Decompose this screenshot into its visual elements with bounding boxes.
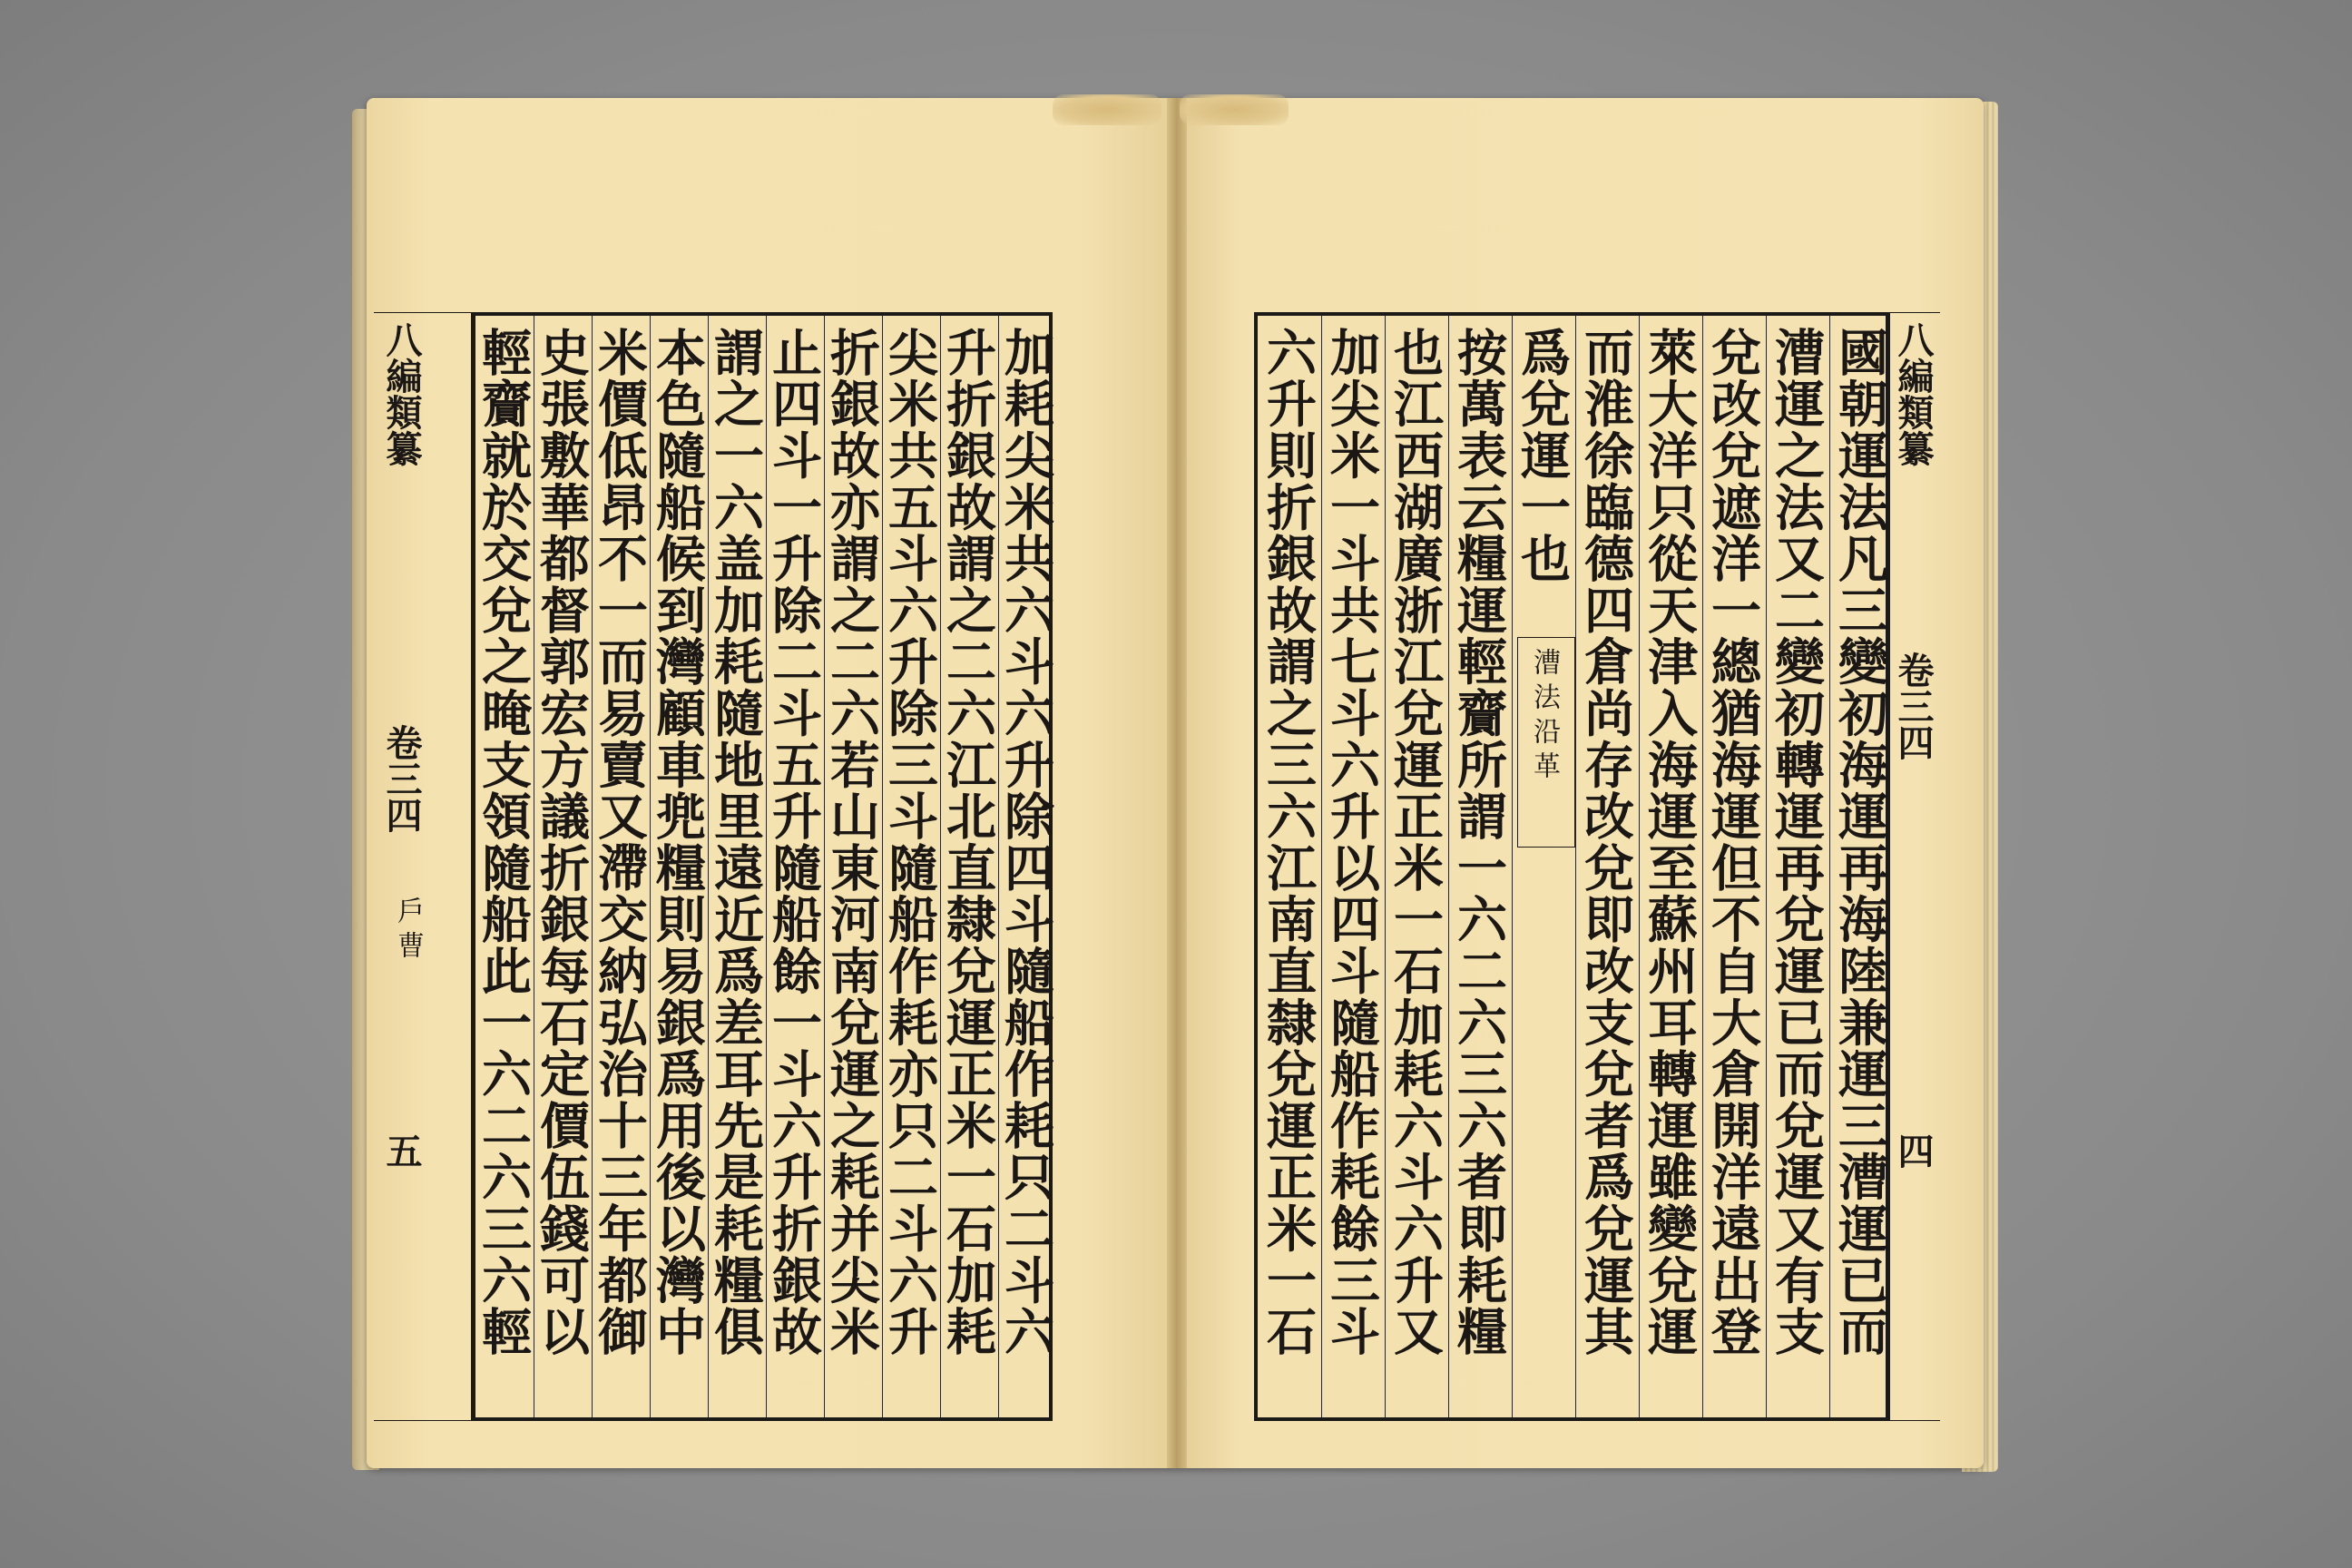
text-column: 謂之一六盖加耗隨地里遠近爲差耳先是耗糧俱 [706,327,765,1357]
text-column: 加耗尖米共六斗六升除四斗隨船作耗只二斗六 [996,327,1055,1357]
text-column: 史張敷華都督郭宏方議折銀每石定價伍錢可以 [532,327,591,1357]
top-stain-right [1180,94,1289,125]
book-gutter [1167,98,1187,1468]
right-margin-strip [1889,312,1940,1421]
text-column: 而淮徐臨德四倉尚存改兌即改支兌者爲兌運其 [1576,327,1635,1357]
left-text-frame [472,312,1053,1421]
inline-note: 漕法沿革 [1528,648,1560,786]
text-column: 按萬表云糧運輕齎所謂一六二六三六者即耗糧 [1449,327,1508,1357]
text-column: 尖米共五斗六升除三斗隨船作耗亦只二斗六升 [880,327,939,1357]
text-column: 漕運之法又二變初轉運再兌運已而兌運又有支 [1767,327,1826,1357]
text-column: 米價低昂不一而易賣又滯交納弘治十三年都御 [590,327,649,1357]
right-text-frame [1254,312,1889,1421]
folio-number: 四 [1892,1132,1935,1169]
text-column: 兌改兌遮洋一總猶海運但不自大倉開洋遠出登 [1703,327,1762,1357]
text-column: 折銀故亦謂之二六若山東河南兌運之耗并尖米 [822,327,881,1357]
text-column: 止四斗一升除二斗五升隨船餘一斗六升折銀故 [764,327,823,1357]
margin-book-title: 八編類纂 [380,321,423,466]
text-column: 國朝運法凡三變初海運再海陸兼運三漕運已而 [1830,327,1889,1357]
margin-book-title: 八編類纂 [1892,321,1935,466]
margin-section: 戶曹 [392,897,424,965]
text-column: 加尖米一斗共七斗六升以四斗隨船作耗餘三斗 [1322,327,1381,1357]
text-column: 六升則折銀故謂之三六江南直隸兌運正米一石 [1259,327,1318,1357]
top-stain-left [1053,94,1161,125]
text-column: 輕齎就於交兌之晻支領隨船此一六二六三六輕 [474,327,533,1357]
text-column: 爲兌運一也 [1513,327,1572,584]
margin-volume: 卷三四 [1892,652,1935,760]
right-page [1176,98,1984,1468]
text-column: 本色隨船候到灣顧車兠糧則易銀爲用後以灣中 [648,327,707,1357]
text-column: 也江西湖廣浙江兌運正米一石加耗六斗六升又 [1386,327,1445,1357]
left-margin-strip [374,312,472,1421]
text-column: 萊大洋只從天津入海運至蘇州耳轉運雖變兌運 [1640,327,1699,1357]
text-column: 升折銀故謂之二六江北直隸兌運正米一石加耗 [938,327,997,1357]
folio-number: 五 [380,1132,423,1169]
left-page [367,98,1176,1468]
margin-volume: 卷三四 [380,724,423,833]
